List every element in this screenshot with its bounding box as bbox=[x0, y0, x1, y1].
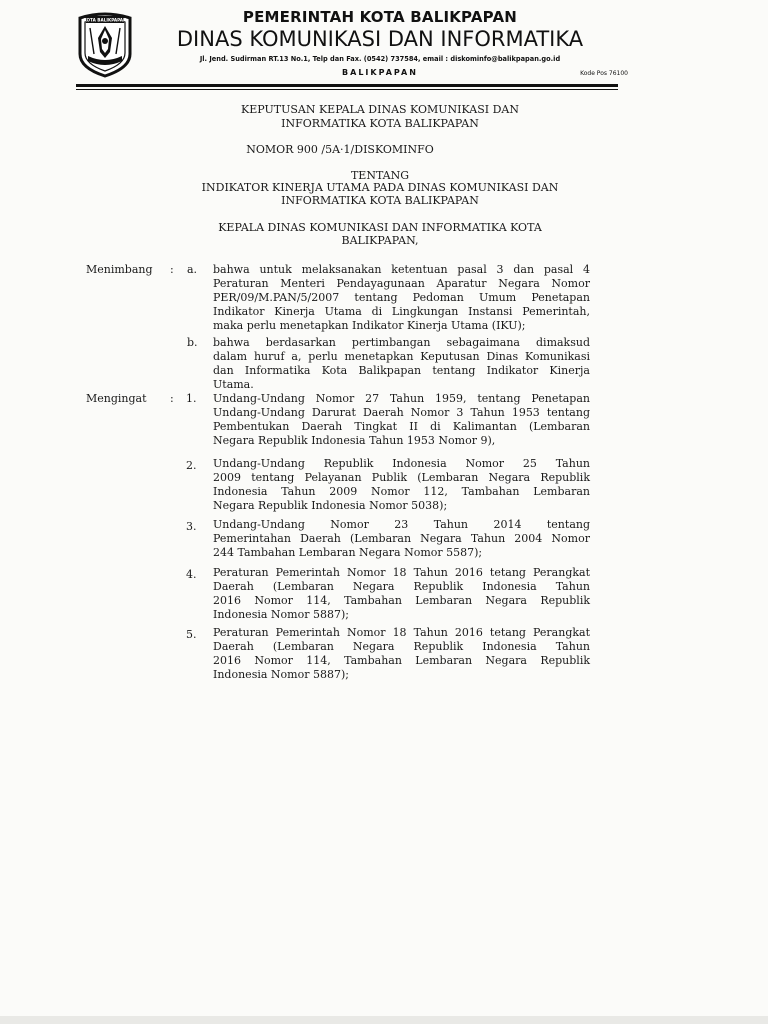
letterhead-divider-thin bbox=[76, 89, 618, 90]
text-line: bahwa berdasarkan pertimbangan sebagaimana dimaksud bbox=[213, 336, 590, 349]
text-line: Pemerintahan Daerah (Lembaran Negara Tahun 2004 Nomor bbox=[213, 532, 590, 545]
section-label-menimbang: Menimbang bbox=[86, 263, 153, 276]
text-line: dalam huruf a, perlu menetapkan Keputusan Dinas Komunikasi bbox=[213, 350, 590, 363]
text-line: Peraturan Menteri Pendayagunaan Aparatur Negara Nomor bbox=[213, 277, 590, 290]
text-line: 2016 Nomor 114, Tambahan Lembaran Negara Republik bbox=[213, 654, 590, 667]
mengingat-marker-3: 3. bbox=[186, 520, 197, 533]
logo-text: KOTA BALIKPAPAN bbox=[83, 17, 127, 23]
text-line: bahwa untuk melaksanakan ketentuan pasal 3 dan pasal 4 bbox=[213, 263, 590, 276]
menimbang-item-a bbox=[213, 263, 590, 333]
decree-head-line-2: BALIKPAPAN, bbox=[341, 234, 419, 247]
text-line: Undang-Undang Darurat Daerah Nomor 3 Tahun 1953 tentang bbox=[213, 406, 590, 419]
letterhead-divider-thick bbox=[76, 84, 618, 87]
text-line: Negara Republik Indonesia Nomor 5038); bbox=[213, 499, 448, 512]
text-line: maka perlu menetapkan Indikator Kinerja Utama (IKU); bbox=[213, 319, 526, 332]
scan-edge bbox=[0, 1016, 768, 1024]
decree-about: TENTANG bbox=[350, 169, 410, 182]
section-colon-menimbang: : bbox=[170, 263, 174, 276]
mengingat-item-2 bbox=[213, 457, 590, 513]
text-line: Utama. bbox=[213, 378, 254, 391]
mengingat-item-5 bbox=[213, 626, 590, 682]
text-line: Peraturan Pemerintah Nomor 18 Tahun 2016 tetang Perangkat bbox=[213, 566, 590, 579]
menimbang-item-b bbox=[213, 336, 590, 392]
text-line: Daerah (Lembaran Negara Republik Indonesia Tahun bbox=[213, 580, 590, 593]
letterhead-postal-code: Kode Pos 76100 bbox=[580, 70, 628, 77]
mengingat-item-4 bbox=[213, 566, 590, 622]
text-line: Indonesia Tahun 2009 Nomor 112, Tambahan Lembaran bbox=[213, 485, 590, 498]
text-line: Indikator Kinerja Utama di Lingkungan Instansi Pemerintah, bbox=[213, 305, 590, 318]
decree-number: NOMOR 900 /5A·1/DISKOMINFO bbox=[246, 143, 434, 156]
text-line: Indonesia Nomor 5887); bbox=[213, 608, 349, 621]
decree-subject-line-1: INDIKATOR KINERJA UTAMA PADA DINAS KOMUNIKASI DAN bbox=[201, 181, 559, 194]
text-line: Daerah (Lembaran Negara Republik Indonesia Tahun bbox=[213, 640, 590, 653]
section-colon-mengingat: : bbox=[170, 392, 174, 405]
text-line: Undang-Undang Nomor 23 Tahun 2014 tentang bbox=[213, 518, 590, 531]
city-coat-of-arms-logo bbox=[76, 8, 134, 78]
text-line: Undang-Undang Nomor 27 Tahun 1959, tentang Penetapan bbox=[213, 392, 590, 405]
letterhead-office-name: DINAS KOMUNIKASI DAN INFORMATIKA bbox=[176, 27, 584, 51]
text-line: PER/09/M.PAN/5/2007 tentang Pedoman Umum Penetapan bbox=[213, 291, 590, 304]
mengingat-marker-4: 4. bbox=[186, 568, 197, 581]
text-line: Negara Republik Indonesia Tahun 1953 Nomor 9), bbox=[213, 434, 496, 447]
letterhead-address: Jl. Jend. Sudirman RT.13 No.1, Telp dan Fax. (0542) 737584, email : diskominfo@balikpapan.go.id bbox=[199, 55, 561, 63]
text-line: Indonesia Nomor 5887); bbox=[213, 668, 349, 681]
mengingat-marker-2: 2. bbox=[186, 459, 197, 472]
menimbang-marker-b: b. bbox=[187, 336, 198, 349]
decree-title-line-1: KEPUTUSAN KEPALA DINAS KOMUNIKASI DAN bbox=[241, 103, 519, 116]
text-line: Undang-Undang Republik Indonesia Nomor 25 Tahun bbox=[213, 457, 590, 470]
text-line: Pembentukan Daerah Tingkat II di Kalimantan (Lembaran bbox=[213, 420, 590, 433]
mengingat-marker-5: 5. bbox=[186, 628, 197, 641]
text-line: dan Informatika Kota Balikpapan tentang Indikator Kinerja bbox=[213, 364, 590, 377]
text-line: 2009 tentang Pelayanan Publik (Lembaran Negara Republik bbox=[213, 471, 590, 484]
text-line: 244 Tambahan Lembaran Negara Nomor 5587); bbox=[213, 546, 483, 559]
decree-title-line-2: INFORMATIKA KOTA BALIKPAPAN bbox=[281, 117, 479, 130]
mengingat-item-1 bbox=[213, 392, 590, 448]
text-line: Peraturan Pemerintah Nomor 18 Tahun 2016 tetang Perangkat bbox=[213, 626, 590, 639]
letterhead-city: BALIKPAPAN bbox=[342, 68, 418, 77]
mengingat-item-3 bbox=[213, 518, 590, 560]
text-line: 2016 Nomor 114, Tambahan Lembaran Negara Republik bbox=[213, 594, 590, 607]
mengingat-marker-1: 1. bbox=[186, 392, 197, 405]
decree-head-line-1: KEPALA DINAS KOMUNIKASI DAN INFORMATIKA KOTA bbox=[218, 221, 542, 234]
decree-subject-line-2: INFORMATIKA KOTA BALIKPAPAN bbox=[281, 194, 479, 207]
letterhead-government: PEMERINTAH KOTA BALIKPAPAN bbox=[242, 8, 518, 26]
section-label-mengingat: Mengingat bbox=[86, 392, 147, 405]
menimbang-marker-a: a. bbox=[187, 263, 198, 276]
